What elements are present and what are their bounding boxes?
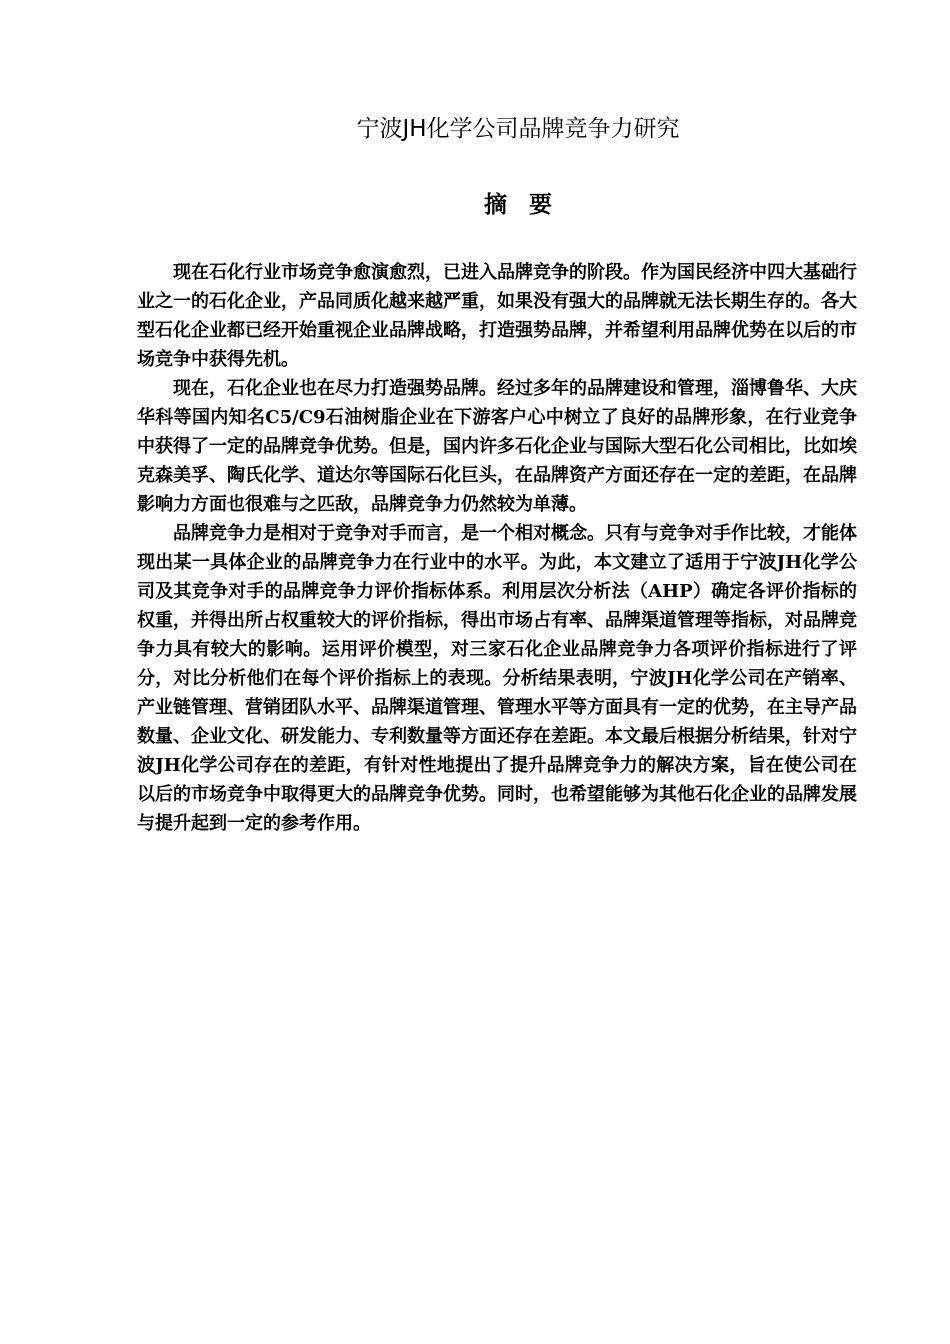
abstract-paragraph-1: 现在石化行业市场竞争愈演愈烈，已进入品牌竞争的阶段。作为国民经济中四大基础行业之一的石化企业，产品同质化越来越严重，如果没有强大的品牌就无法长期生存的。各大型石化企业都已经开始重视企业品牌战略，打造强势品牌，并希望利用品牌优势在以后的市场竞争中获得先机。 — [137, 262, 857, 370]
abstract-heading — [0, 187, 950, 223]
abstract-heading-char-1: 摘 — [484, 192, 507, 218]
abstract-paragraph-2: 现在，石化企业也在尽力打造强势品牌。经过多年的品牌建设和管理，淄博鲁华、大庆华科等国内知名C5/C9石油树脂企业在下游客户心中树立了良好的品牌形象，在行业竞争中获得了一定的品牌竞争优势。但是，国内许多石化企业与国际大型石化公司相比，比如埃克森美孚、陶氏化学、道达尔等国际石化巨头，在品牌资产方面还存在一定的差距，在品牌影响力方面也很难与之匹敌，品牌竞争力仍然较为单薄。 — [137, 378, 857, 515]
abstract-paragraph-3: 品牌竞争力是相对于竞争对手而言，是一个相对概念。只有与竞争对手作比较，才能体现出某一具体企业的品牌竞争力在行业中的水平。为此，本文建立了适用于宁波JH化学公司及其竞争对手的品牌竞争力评价指标体系。利用层次分析法（AHP）确定各评价指标的权重，并得出所占权重较大的评价指标，得出市场占有率、品牌渠道管理等指标，对品牌竞争力具有较大的影响。运用评价模型，对三家石化企业品牌竞争力各项评价指标进行了评分，对比分析他们在每个评价指标上的表现。分析结果表明，宁波JH化学公司在产销率、产业链管理、营销团队水平、品牌渠道管理、管理水平等方面具有一定的优势，在主导产品数量、企业文化、研发能力、专利数量等方面还存在差距。本文最后根据分析结果，针对宁波JH化学公司存在的差距，有针对性地提出了提升品牌竞争力的解决方案，旨在使公司在以后的市场竞争中取得更大的品牌竞争优势。同时，也希望能够为其他石化企业的品牌发展与提升起到一定的参考作用。 — [137, 523, 857, 834]
abstract-body — [137, 258, 857, 838]
document-title: 宁波JH化学公司品牌竞争力研究 — [356, 116, 680, 142]
abstract-heading-char-2: 要 — [529, 192, 552, 218]
